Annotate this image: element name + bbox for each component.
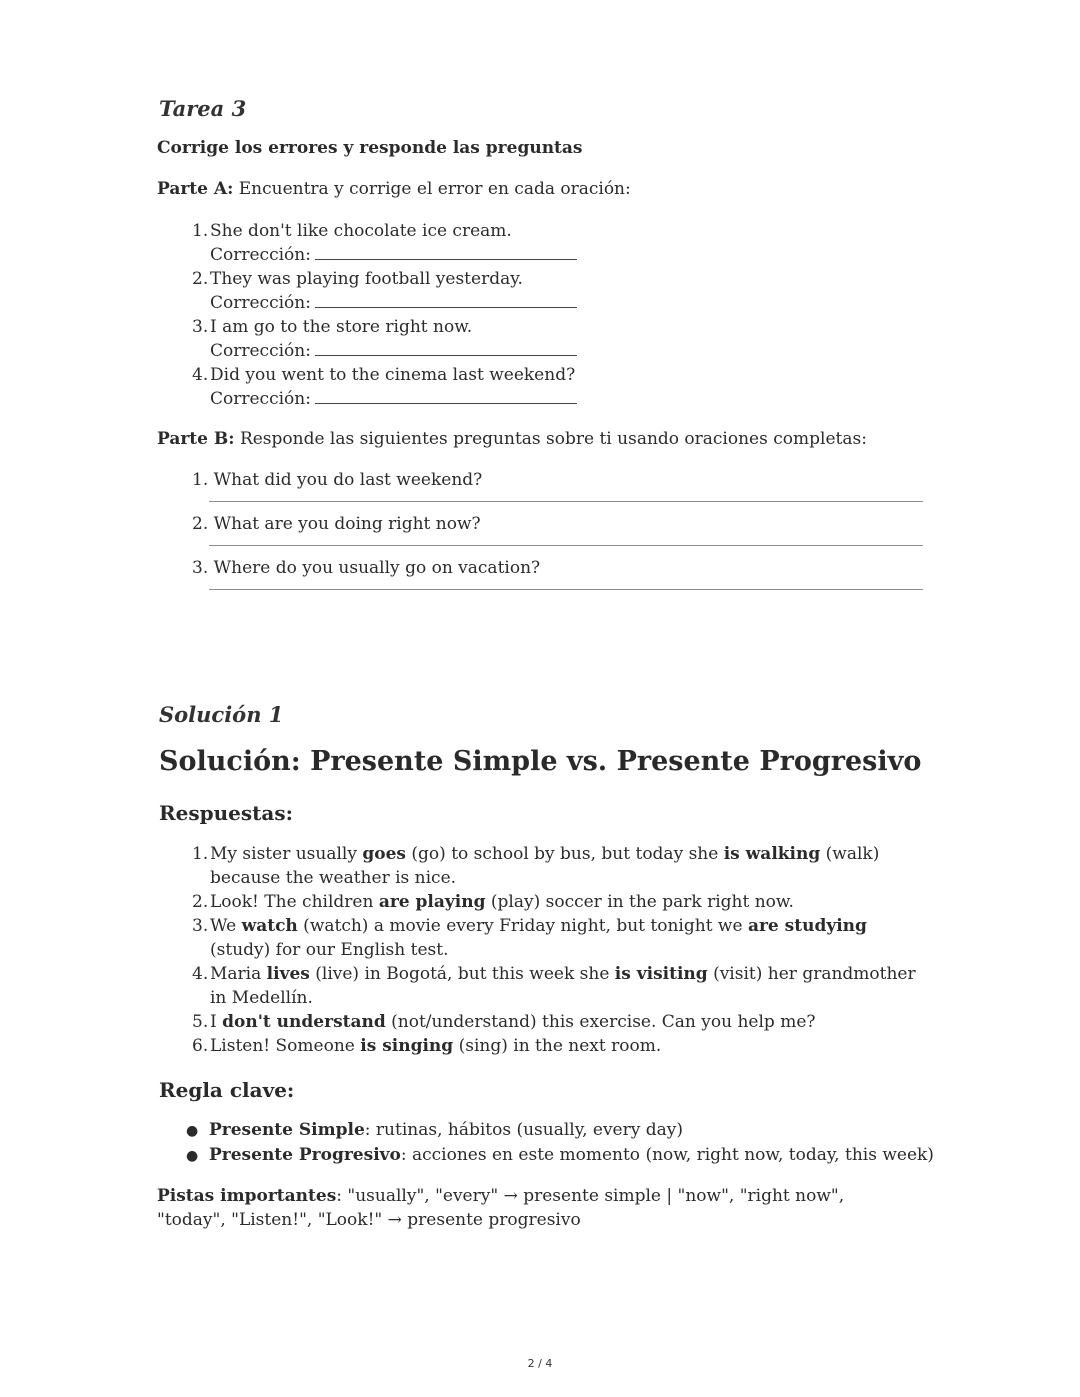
item-number: 6. — [192, 1036, 209, 1056]
rules-list — [186, 1118, 934, 1168]
item-number: 2. — [192, 892, 209, 912]
correction-blank[interactable] — [315, 389, 577, 404]
item-number: 3. — [192, 317, 209, 337]
answer-fragment: (sing) in the next room. — [453, 1036, 662, 1056]
answer-text — [210, 1034, 922, 1058]
answer-line[interactable] — [209, 545, 923, 546]
bullet-icon: ● — [186, 1123, 199, 1139]
answer-fragment: (study) for our English test. — [210, 940, 449, 960]
item-number: 3. — [192, 558, 209, 578]
pistas-paragraph — [157, 1184, 897, 1232]
answer-fragment: (walk) because the weather is nice. — [210, 844, 880, 888]
answer-text — [210, 842, 922, 890]
parte-b-text: Responde las siguientes preguntas sobre ti usando oraciones completas: — [239, 429, 867, 449]
answer-verb: is walking — [723, 844, 821, 864]
correction-blank[interactable] — [315, 341, 577, 356]
error-sentence: She don't like chocolate ice cream. — [210, 221, 512, 241]
answer-fragment: (play) soccer in the park right now. — [485, 892, 794, 912]
correction-blank[interactable] — [315, 293, 577, 308]
rule-desc: : acciones en este momento (now, right now, today, this week) — [400, 1145, 934, 1165]
correction-label: Corrección: — [210, 341, 311, 361]
error-sentence: They was playing football yesterday. — [210, 269, 523, 289]
tarea-subtitle: Corrige los errores y responde las preguntas — [157, 138, 583, 158]
answers-list — [192, 842, 922, 1058]
answer-text — [210, 914, 922, 962]
item-number: 4. — [192, 964, 209, 984]
error-sentence: I am go to the store right now. — [210, 317, 473, 337]
answer-line[interactable] — [209, 589, 923, 590]
list-item — [192, 219, 577, 267]
answer-fragment: Look! The children — [210, 892, 379, 912]
answer-verb: don't understand — [222, 1012, 386, 1032]
answer-fragment: (go) to school by bus, but today she — [406, 844, 724, 864]
correction-blank[interactable] — [315, 245, 577, 260]
answer-fragment: (live) in Bogotá, but this week she — [309, 964, 615, 984]
item-number: 5. — [192, 1012, 209, 1032]
answer-verb: lives — [266, 964, 310, 984]
answer-line[interactable] — [209, 501, 923, 502]
item-number: 2. — [192, 269, 209, 289]
pistas-text: : "usually", "every" → presente simple | "now", "right now", "today", "Listen!", "Look!" → presente progresivo — [157, 1186, 845, 1230]
parte-a-list — [192, 219, 577, 411]
answer-fragment: I — [210, 1012, 223, 1032]
section-label-tarea: Tarea 3 — [159, 96, 247, 121]
answer-item — [192, 914, 922, 962]
answer-fragment: We — [210, 916, 242, 936]
list-item — [192, 558, 540, 578]
answer-fragment: Listen! Someone — [210, 1036, 361, 1056]
answer-item — [192, 842, 922, 890]
parte-b-label: Parte B: — [157, 429, 235, 449]
answer-verb: goes — [362, 844, 406, 864]
list-item — [192, 470, 482, 490]
answer-text — [210, 890, 922, 914]
answer-text — [210, 1010, 922, 1034]
list-item — [192, 315, 577, 363]
parte-a-text: Encuentra y corrige el error en cada oración: — [238, 179, 631, 199]
item-number: 2. — [192, 514, 209, 534]
list-item — [186, 1118, 934, 1143]
list-item — [186, 1143, 934, 1168]
answer-verb: are playing — [378, 892, 486, 912]
answer-verb: watch — [241, 916, 298, 936]
answer-fragment: (not/understand) this exercise. Can you help me? — [385, 1012, 816, 1032]
item-number: 1. — [192, 221, 209, 241]
parte-b-intro — [157, 429, 867, 449]
parte-a-intro — [157, 179, 631, 199]
correction-label: Corrección: — [210, 245, 311, 265]
item-number: 1. — [192, 470, 209, 490]
answer-verb: are studying — [747, 916, 867, 936]
rule-desc: : rutinas, hábitos (usually, every day) — [364, 1120, 683, 1140]
question-text: What did you do last weekend? — [213, 470, 483, 490]
answer-item — [192, 1034, 922, 1058]
answer-verb: is singing — [360, 1036, 454, 1056]
error-sentence: Did you went to the cinema last weekend? — [210, 365, 576, 385]
correction-label: Corrección: — [210, 389, 311, 409]
question-text: Where do you usually go on vacation? — [213, 558, 541, 578]
answer-fragment: My sister usually — [210, 844, 363, 864]
respuestas-heading: Respuestas: — [159, 801, 293, 825]
answer-fragment: Maria — [210, 964, 267, 984]
bullet-icon: ● — [186, 1148, 199, 1164]
rule-term: Presente Progresivo — [209, 1145, 401, 1165]
correction-label: Corrección: — [210, 293, 311, 313]
answer-verb: is visiting — [614, 964, 708, 984]
answer-fragment: (watch) a movie every Friday night, but tonight we — [297, 916, 748, 936]
item-number: 1. — [192, 844, 209, 864]
question-text: What are you doing right now? — [213, 514, 481, 534]
list-item — [192, 514, 481, 534]
list-item — [192, 267, 577, 315]
item-number: 4. — [192, 365, 209, 385]
parte-a-label: Parte A: — [157, 179, 234, 199]
item-number: 3. — [192, 916, 209, 936]
answer-item — [192, 962, 922, 1010]
answer-fragment: (visit) her grandmother in Medellín. — [210, 964, 916, 1008]
list-item — [192, 363, 577, 411]
answer-item — [192, 890, 922, 914]
answer-item — [192, 1010, 922, 1034]
page-number: 2 / 4 — [527, 1357, 553, 1370]
pistas-label: Pistas importantes — [157, 1186, 337, 1206]
rule-term: Presente Simple — [209, 1120, 365, 1140]
page-title: Solución: Presente Simple vs. Presente Progresivo — [159, 746, 922, 777]
answer-text — [210, 962, 922, 1010]
regla-heading: Regla clave: — [159, 1078, 295, 1102]
section-label-solucion: Solución 1 — [159, 702, 284, 727]
